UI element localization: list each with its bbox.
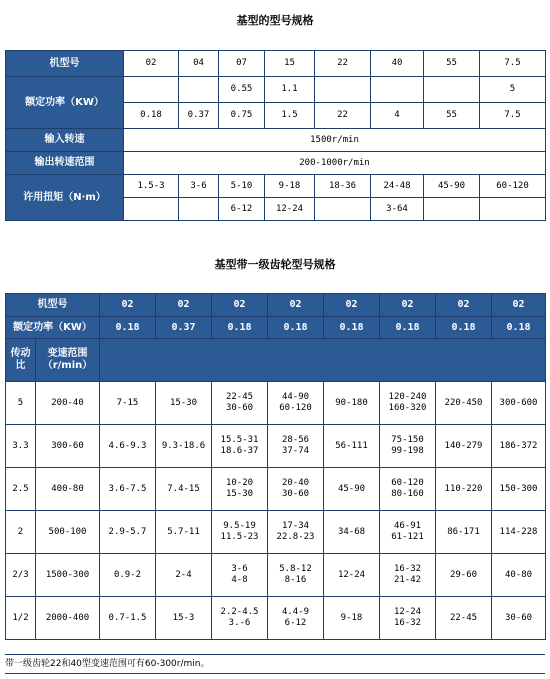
speed-cell — [492, 597, 546, 640]
table-row — [6, 468, 546, 511]
speed-cell — [492, 425, 546, 468]
model-cell: 02 — [436, 294, 492, 317]
speed-cell — [380, 554, 436, 597]
power-cell: 0.18 — [492, 317, 546, 339]
speed-value: 160-320 — [388, 403, 427, 413]
speed-value: 4.6-9.3 — [108, 440, 147, 451]
speed-cell — [212, 511, 268, 554]
speed-cell — [268, 554, 324, 597]
torque-cell — [315, 198, 371, 221]
header-filler — [100, 339, 546, 382]
model-row — [6, 294, 546, 317]
speed-value: 15.5-31 — [220, 435, 259, 446]
torque-label: 许用扭矩（N·m） — [6, 175, 124, 221]
output-range-value: 200-1000r/min — [124, 152, 546, 175]
torque-cell: 45-90 — [424, 175, 480, 198]
power-label: 额定功率（KW） — [6, 317, 100, 339]
ratio-cell: 2/3 — [6, 554, 36, 597]
speed-value: 9.3-18.6 — [161, 440, 206, 451]
speed-value: 16-32 — [393, 564, 422, 575]
speed-cell — [436, 511, 492, 554]
speed-value: 9-18 — [340, 612, 363, 623]
speed-value: 2.2-4.5 — [220, 607, 259, 618]
speed-cell — [268, 511, 324, 554]
power-cell: 0.18 — [436, 317, 492, 339]
speed-cell — [324, 511, 380, 554]
model-cell: 02 — [100, 294, 156, 317]
range-cell: 400-80 — [36, 468, 100, 511]
torque-cell: 12-24 — [265, 198, 315, 221]
speed-value: 46-91 — [393, 521, 422, 532]
speed-value: 40-80 — [504, 569, 533, 580]
torque-cell: 60-120 — [480, 175, 546, 198]
torque-cell: 24-48 — [371, 175, 424, 198]
speed-value: 60-120 — [391, 478, 424, 489]
speed-value: 15-30 — [169, 397, 198, 408]
speed-cell — [436, 382, 492, 425]
speed-value: 17-34 — [281, 521, 310, 532]
model-cell: 22 — [315, 51, 371, 77]
power-cell: 7.5 — [480, 103, 546, 129]
speed-cell — [212, 468, 268, 511]
speed-value: 30-60 — [504, 612, 533, 623]
ratio-label: 传动比 — [6, 339, 36, 382]
model-cell: 02 — [324, 294, 380, 317]
speed-value: 6-12 — [284, 618, 307, 628]
model-cell: 40 — [371, 51, 424, 77]
speed-cell — [380, 425, 436, 468]
table1-title: 基型的型号规格 — [236, 14, 314, 27]
ratio-cell: 2 — [6, 511, 36, 554]
power-cell: 1.5 — [265, 103, 315, 129]
power-cell: 0.18 — [100, 317, 156, 339]
speed-value: 2-4 — [175, 569, 192, 580]
speed-value: 37-74 — [281, 446, 310, 456]
speed-value: 120-240 — [388, 392, 427, 403]
speed-value: 30-60 — [225, 403, 254, 413]
torque-cell — [179, 198, 219, 221]
speed-value: 186-372 — [499, 440, 538, 451]
torque-cell — [480, 198, 546, 221]
table-row — [6, 382, 546, 425]
model-cell: 15 — [265, 51, 315, 77]
model-cell: 02 — [212, 294, 268, 317]
torque-cell: 3-64 — [371, 198, 424, 221]
torque-cell — [124, 198, 179, 221]
power-cell: 22 — [315, 103, 371, 129]
speed-value: 90-180 — [335, 397, 368, 408]
speed-cell — [156, 382, 212, 425]
sub-header-row — [6, 339, 546, 382]
speed-cell — [156, 554, 212, 597]
speed-value: 22.8-23 — [276, 532, 315, 542]
speed-value: 0.9-2 — [113, 569, 142, 580]
power-cell — [179, 77, 219, 103]
range-unit: （r/min） — [42, 360, 93, 371]
torque-cell: 5-10 — [219, 175, 265, 198]
ratio-cell: 1/2 — [6, 597, 36, 640]
speed-value: 114-228 — [499, 526, 538, 537]
power-cell: 0.18 — [212, 317, 268, 339]
speed-cell — [436, 554, 492, 597]
speed-value: 3.-6 — [228, 618, 251, 628]
power-cell: 5 — [480, 77, 546, 103]
speed-cell — [380, 597, 436, 640]
torque-cell: 9-18 — [265, 175, 315, 198]
speed-cell — [380, 468, 436, 511]
speed-cell — [100, 511, 156, 554]
speed-value: 5.8-12 — [279, 564, 312, 575]
speed-cell — [492, 554, 546, 597]
power-cell: 55 — [424, 103, 480, 129]
model-cell: 02 — [380, 294, 436, 317]
range-cell: 200-40 — [36, 382, 100, 425]
model-cell: 02 — [492, 294, 546, 317]
torque-cell — [424, 198, 480, 221]
speed-value: 61-121 — [391, 532, 424, 542]
speed-value: 2.9-5.7 — [108, 526, 147, 537]
speed-value: 99-198 — [391, 446, 424, 456]
power-cell: 0.55 — [219, 77, 265, 103]
speed-cell — [268, 468, 324, 511]
speed-value: 140-279 — [444, 440, 483, 451]
range-cell: 500-100 — [36, 511, 100, 554]
speed-value: 29-60 — [449, 569, 478, 580]
model-cell: 02 — [268, 294, 324, 317]
speed-value: 4-8 — [231, 575, 248, 585]
speed-value: 34-68 — [337, 526, 366, 537]
power-row-1 — [6, 77, 546, 103]
ratio-cell: 3.3 — [6, 425, 36, 468]
model-cell: 7.5 — [480, 51, 546, 77]
speed-value: 20-40 — [281, 478, 310, 489]
speed-value: 44-90 — [281, 392, 310, 403]
speed-value: 150-300 — [499, 483, 538, 494]
model-cell: 55 — [424, 51, 480, 77]
speed-value: 22-45 — [449, 612, 478, 623]
speed-value: 22-45 — [225, 392, 254, 403]
speed-value: 12-24 — [337, 569, 366, 580]
speed-cell — [268, 382, 324, 425]
speed-cell — [156, 425, 212, 468]
table-row — [6, 425, 546, 468]
power-cell: 0.37 — [156, 317, 212, 339]
speed-value: 300-600 — [499, 397, 538, 408]
speed-value: 10-20 — [225, 478, 254, 489]
gear-model-spec-table — [5, 293, 546, 640]
speed-value: 80-160 — [391, 489, 424, 499]
speed-value: 28-56 — [281, 435, 310, 446]
speed-cell — [100, 597, 156, 640]
speed-cell — [100, 425, 156, 468]
range-label: 变速范围 — [47, 348, 88, 359]
range-header — [36, 339, 100, 382]
speed-cell — [100, 554, 156, 597]
speed-cell — [100, 382, 156, 425]
input-speed-label: 输入转速 — [6, 129, 124, 152]
power-cell — [124, 77, 179, 103]
speed-value: 16-32 — [393, 618, 422, 628]
speed-cell — [324, 425, 380, 468]
speed-value: 15-3 — [172, 612, 195, 623]
speed-cell — [268, 425, 324, 468]
speed-value: 75-150 — [391, 435, 424, 446]
speed-value: 3-6 — [231, 564, 248, 575]
gear-spec-body — [6, 382, 546, 640]
speed-cell — [268, 597, 324, 640]
output-range-row — [6, 152, 546, 175]
table-row — [6, 554, 546, 597]
model-cell: 07 — [219, 51, 265, 77]
speed-value: 220-450 — [444, 397, 483, 408]
model-row — [6, 51, 546, 77]
ratio-cell: 2.5 — [6, 468, 36, 511]
footnote: 带一级齿轮22和40型变速范围可有60-300r/min。 — [5, 654, 545, 674]
speed-cell — [380, 511, 436, 554]
power-cell — [371, 77, 424, 103]
power-cell: 0.37 — [179, 103, 219, 129]
speed-value: 5.7-11 — [167, 526, 200, 537]
torque-cell: 3-6 — [179, 175, 219, 198]
speed-cell — [212, 597, 268, 640]
speed-value: 11.5-23 — [220, 532, 259, 542]
speed-value: 3.6-7.5 — [108, 483, 147, 494]
speed-cell — [324, 382, 380, 425]
torque-row-1 — [6, 175, 546, 198]
speed-cell — [156, 468, 212, 511]
speed-cell — [212, 554, 268, 597]
power-cell: 0.18 — [124, 103, 179, 129]
range-cell: 2000-400 — [36, 597, 100, 640]
speed-value: 7-15 — [116, 397, 139, 408]
power-row — [6, 317, 546, 339]
speed-cell — [156, 597, 212, 640]
speed-value: 12-24 — [393, 607, 422, 618]
ratio-cell: 5 — [6, 382, 36, 425]
model-cell: 02 — [124, 51, 179, 77]
speed-cell — [324, 597, 380, 640]
table-row — [6, 511, 546, 554]
speed-cell — [100, 468, 156, 511]
torque-cell: 6-12 — [219, 198, 265, 221]
range-cell: 1500-300 — [36, 554, 100, 597]
speed-value: 21-42 — [393, 575, 422, 585]
speed-cell — [492, 511, 546, 554]
model-label: 机型号 — [6, 51, 124, 77]
speed-value: 0.7-1.5 — [108, 612, 147, 623]
model-label: 机型号 — [6, 294, 100, 317]
power-cell: 0.75 — [219, 103, 265, 129]
speed-cell — [212, 382, 268, 425]
base-model-spec-table — [5, 50, 546, 221]
speed-value: 9.5-19 — [223, 521, 256, 532]
speed-cell — [156, 511, 212, 554]
power-cell: 0.18 — [268, 317, 324, 339]
model-cell: 02 — [156, 294, 212, 317]
model-cell: 04 — [179, 51, 219, 77]
speed-value: 86-171 — [447, 526, 480, 537]
power-cell — [424, 77, 480, 103]
speed-value: 60-120 — [279, 403, 312, 413]
speed-cell — [436, 597, 492, 640]
power-cell — [315, 77, 371, 103]
input-speed-value: 1500r/min — [124, 129, 546, 152]
speed-value: 8-16 — [284, 575, 307, 585]
speed-value: 110-220 — [444, 483, 483, 494]
power-cell: 1.1 — [265, 77, 315, 103]
speed-cell — [212, 425, 268, 468]
speed-value: 15-30 — [225, 489, 254, 499]
speed-cell — [436, 468, 492, 511]
power-label: 额定功率（KW） — [6, 77, 124, 129]
speed-value: 7.4-15 — [167, 483, 200, 494]
input-speed-row — [6, 129, 546, 152]
torque-cell: 1.5-3 — [124, 175, 179, 198]
speed-value: 18.6-37 — [220, 446, 259, 456]
speed-cell — [492, 382, 546, 425]
output-range-label: 输出转速范围 — [6, 152, 124, 175]
speed-cell — [436, 425, 492, 468]
power-cell: 0.18 — [324, 317, 380, 339]
power-cell: 4 — [371, 103, 424, 129]
speed-cell — [380, 382, 436, 425]
table-row — [6, 597, 546, 640]
table2-title: 基型带一级齿轮型号规格 — [214, 258, 336, 271]
speed-cell — [324, 468, 380, 511]
speed-value: 30-60 — [281, 489, 310, 499]
power-cell: 0.18 — [380, 317, 436, 339]
speed-cell — [324, 554, 380, 597]
speed-cell — [492, 468, 546, 511]
speed-value: 45-90 — [337, 483, 366, 494]
speed-value: 4.4-9 — [281, 607, 310, 618]
torque-cell: 18-36 — [315, 175, 371, 198]
speed-value: 56-111 — [335, 440, 368, 451]
range-cell: 300-60 — [36, 425, 100, 468]
